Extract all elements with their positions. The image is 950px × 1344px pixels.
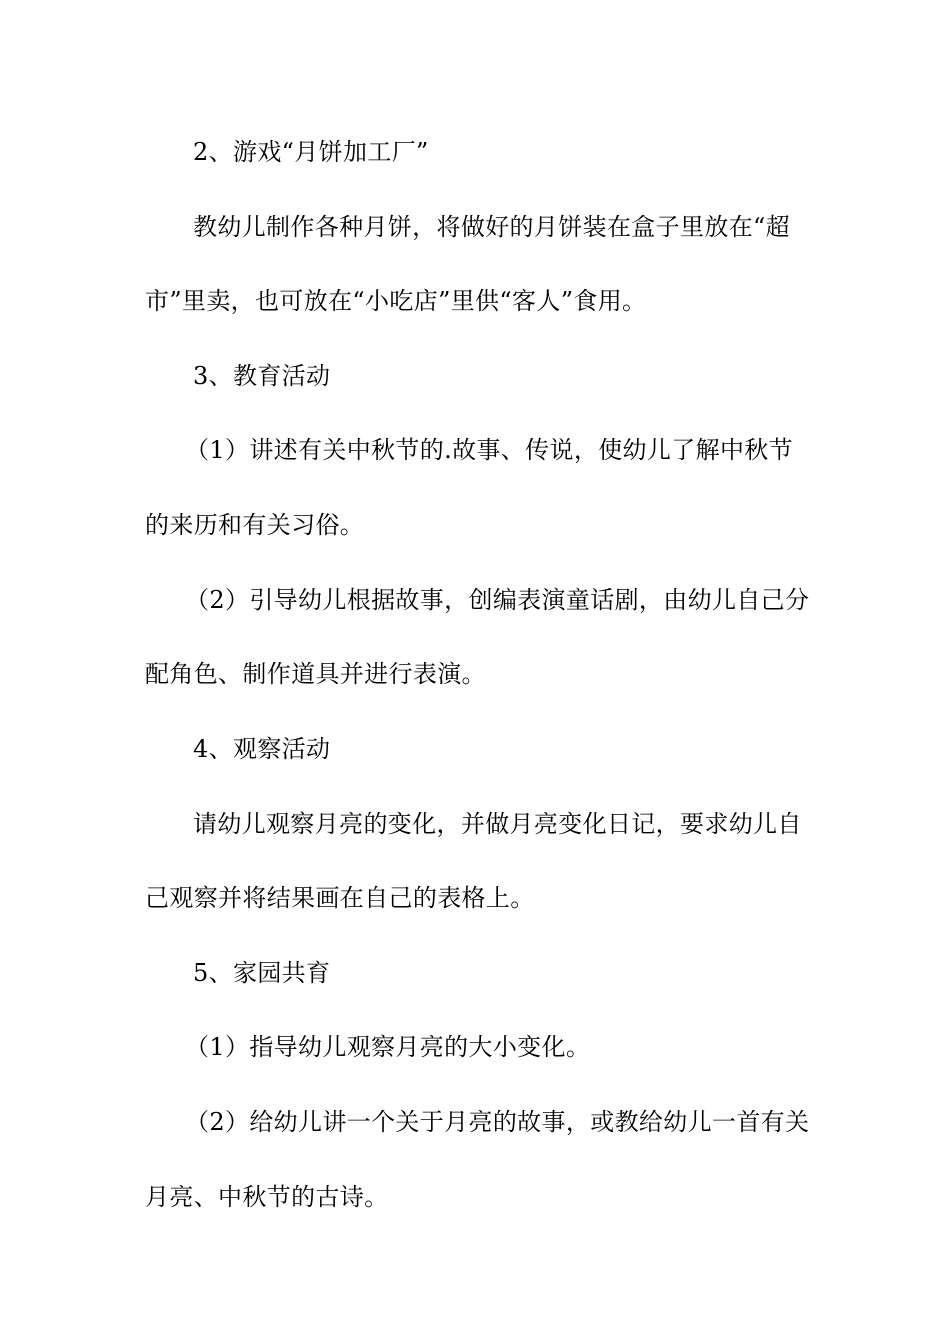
section-heading-observation: 4、观察活动 [193,735,331,763]
paragraph-line: （2）给幼儿讲一个关于月亮的故事，或教给幼儿一首有关 [185,1108,810,1136]
paragraph-line: 己观察并将结果画在自己的表格上。 [145,884,535,912]
paragraph-line: （1）讲述有关中秋节的.故事、传说，使幼儿了解中秋节 [185,436,793,464]
paragraph-line: （2）引导幼儿根据故事，创编表演童话剧，由幼儿自己分 [185,586,810,614]
paragraph-line: 教幼儿制作各种月饼，将做好的月饼装在盒子里放在“超 [193,213,791,241]
paragraph-line: 配角色、制作道具并进行表演。 [145,660,486,688]
paragraph-line: （1）指导幼儿观察月亮的大小变化。 [185,1033,591,1061]
section-heading-education: 3、教育活动 [193,362,331,390]
section-heading-home-school: 5、家园共育 [193,959,331,987]
paragraph-line: 市”里卖，也可放在“小吃店”里供“客人”食用。 [145,287,647,315]
paragraph-line: 的来历和有关习俗。 [145,511,365,539]
section-heading-game: 2、游戏“月饼加工厂” [193,138,429,166]
paragraph-line: 月亮、中秋节的古诗。 [145,1183,389,1211]
paragraph-line: 请幼儿观察月亮的变化，并做月亮变化日记，要求幼儿自 [193,810,802,838]
